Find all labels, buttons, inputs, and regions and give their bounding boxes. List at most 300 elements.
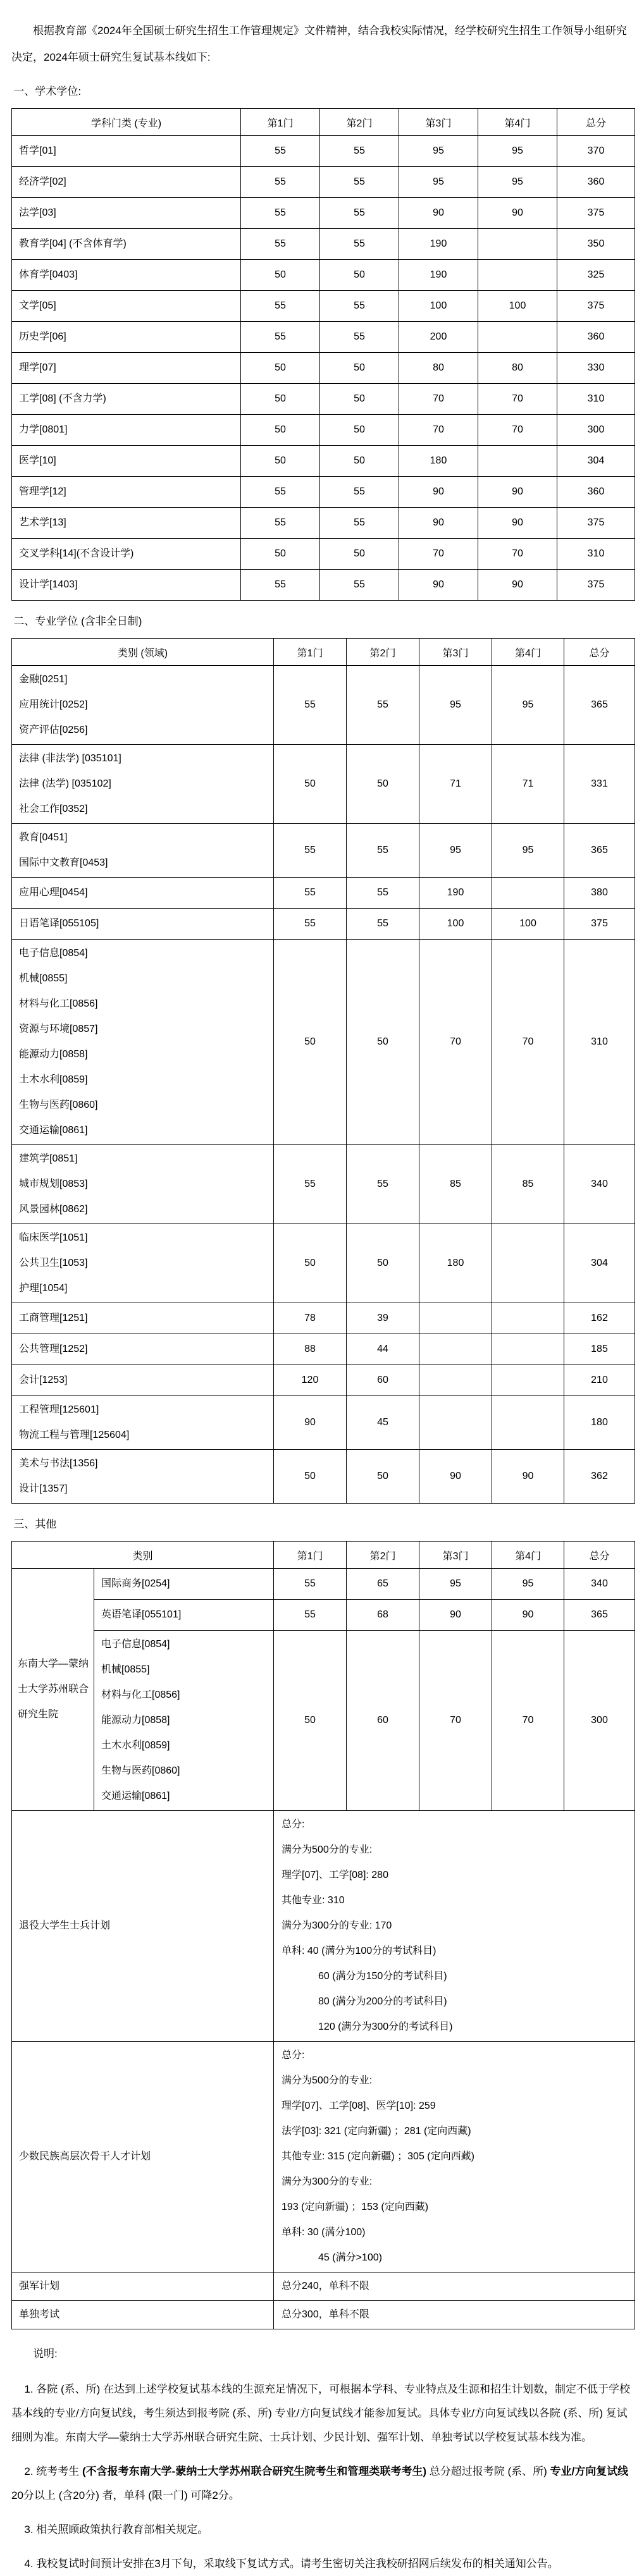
score-cell: 90 [478,198,557,229]
subject-line: 国际中文教育[0453] [19,857,108,868]
subject-line: 电子信息[0854] [101,1639,170,1650]
subject-line: 机械[0855] [101,1664,150,1675]
notes-list [11,2377,635,2576]
subject-line: 机械[0855] [19,973,68,984]
score-cell: 90 [419,1450,492,1504]
score-cell: 90 [399,198,478,229]
score-cell: 55 [320,167,399,198]
subject-line: 土木水利[0859] [101,1740,170,1751]
column-header: 第4门 [492,1542,564,1569]
score-cell: 55 [347,824,419,878]
subject-line: 护理[1054] [19,1283,68,1294]
subject-cell [12,570,241,601]
subject-line: 会计[1253] [19,1375,68,1385]
score-cell: 78 [274,1303,347,1334]
section-3-title: 三、其他 [13,1518,57,1530]
subject-line: 英语笔译[055101] [101,1609,182,1620]
detail-line: 满分为500分的专业: [282,1844,373,1855]
score-cell [419,1396,492,1450]
category-cell [12,824,274,878]
score-cell: 55 [320,136,399,167]
score-cell: 190 [419,878,492,909]
plan-detail-cell [274,2272,635,2301]
score-cell: 50 [320,260,399,291]
subject-cell [12,136,241,167]
score-cell: 95 [478,167,557,198]
column-header: 总分 [564,639,635,666]
score-cell: 70 [419,1631,492,1811]
score-cell [492,1334,564,1365]
column-header: 第4门 [492,639,564,666]
document-body [0,18,644,2576]
score-cell: 50 [241,353,320,384]
score-cell: 50 [241,446,320,477]
score-cell: 365 [564,1600,635,1631]
score-cell: 50 [241,384,320,415]
score-cell: 55 [274,824,347,878]
subject-line: 法律 (法学) [035102] [19,778,111,789]
table-row [12,909,635,940]
column-header: 第1门 [241,109,320,136]
subject-line: 土木水利[0859] [19,1074,88,1085]
detail-line: 总分240，单科不限 [282,2281,369,2291]
score-cell: 55 [241,167,320,198]
score-cell: 55 [347,909,419,940]
score-cell: 80 [478,353,557,384]
subject-line: 电子信息[0854] [19,948,88,959]
score-cell: 50 [274,745,347,824]
score-cell: 70 [478,415,557,446]
score-cell [492,1224,564,1303]
subject-line: 应用统计[0252] [19,699,88,710]
subject-line: 交通运输[0861] [101,1791,170,1801]
table-row [12,1811,635,2042]
table-row [12,1224,635,1303]
table-row [12,666,635,745]
plan-detail-cell [274,2042,635,2272]
table-row [12,229,635,260]
score-cell: 50 [274,1224,347,1303]
score-cell [419,1365,492,1396]
table-row [12,1600,635,1631]
academic-degree-table [11,108,635,601]
score-cell: 120 [274,1365,347,1396]
subject-line: 金融[0251] [19,674,68,685]
score-cell: 360 [557,477,635,508]
score-cell: 95 [419,1569,492,1600]
score-cell: 55 [274,1569,347,1600]
section-2-title: 二、专业学位 (含非全日制) [13,615,142,627]
subject-line: 理学[07] [19,362,56,373]
category-cell [12,1224,274,1303]
category-cell [94,1631,274,1811]
detail-line: 单科: 40 (满分为100分的考试科目) [282,1946,437,1956]
score-cell: 50 [320,353,399,384]
score-cell: 70 [492,1631,564,1811]
table-row [12,1396,635,1450]
score-cell: 180 [419,1224,492,1303]
score-cell: 304 [564,1224,635,1303]
column-header: 第2门 [347,1542,419,1569]
score-cell: 55 [320,229,399,260]
table-row [12,415,635,446]
score-cell: 70 [478,539,557,570]
score-cell: 55 [274,1600,347,1631]
score-cell [492,878,564,909]
score-cell: 90 [399,508,478,539]
plan-name-cell: 少数民族高层次骨干人才计划 [12,2042,274,2272]
score-cell: 55 [320,508,399,539]
score-cell: 375 [557,508,635,539]
professional-degree-table-header [12,639,635,666]
score-cell: 95 [492,824,564,878]
score-cell: 55 [320,477,399,508]
score-cell: 200 [399,322,478,353]
table-row [12,1145,635,1224]
subject-line: 临床医学[1051] [19,1232,88,1243]
subject-line: 法律 (非法学) [035101] [19,753,121,764]
score-cell [478,229,557,260]
score-cell: 300 [564,1631,635,1811]
detail-line: 60 (满分为150分的考试科目) [318,1971,447,1982]
other-category-table-header [12,1542,635,1569]
score-cell: 50 [241,415,320,446]
category-cell [12,1334,274,1365]
score-cell: 55 [274,666,347,745]
score-cell: 60 [347,1365,419,1396]
score-cell: 210 [564,1365,635,1396]
subject-line: 国际商务[0254] [101,1578,170,1589]
score-cell: 85 [419,1145,492,1224]
score-cell: 362 [564,1450,635,1504]
detail-line: 满分为300分的专业: [282,2176,373,2187]
detail-line: 80 (满分为200分的考试科目) [318,1996,447,2007]
score-cell: 50 [274,1450,347,1504]
score-cell: 95 [419,666,492,745]
other-category-table [11,1541,635,2329]
score-cell: 90 [492,1450,564,1504]
plan-name-cell: 单独考试 [12,2301,274,2329]
subject-line: 交通运输[0861] [19,1125,88,1136]
category-cell [12,745,274,824]
score-cell: 90 [399,477,478,508]
score-cell: 90 [478,508,557,539]
column-header: 学科门类 (专业) [12,109,241,136]
score-cell: 55 [241,136,320,167]
category-cell [12,878,274,909]
score-cell [478,322,557,353]
score-cell: 95 [492,666,564,745]
category-cell [94,1600,274,1631]
score-cell: 85 [492,1145,564,1224]
subject-line: 力学[0801] [19,424,68,435]
detail-line: 45 (满分>100) [318,2252,382,2263]
subject-line: 工学[08] (不含力学) [19,393,106,404]
score-cell: 304 [557,446,635,477]
note-bold-text: (不含报考东南大学-蒙纳士大学苏州联合研究生院考生和管理类联考考生) [82,2465,426,2477]
score-cell: 310 [564,940,635,1145]
note-item [11,2460,635,2508]
table-row [12,508,635,539]
academic-degree-table-header [12,109,635,136]
category-cell [12,909,274,940]
score-cell: 70 [419,940,492,1145]
score-cell: 55 [241,291,320,322]
detail-line: 总分: [282,2050,305,2061]
score-cell: 380 [564,878,635,909]
category-cell [12,666,274,745]
note-text: 总分超过报考院 (系、所) [426,2465,550,2477]
note-text: 1. 各院 (系、所) 在达到上述学校复试基本线的生源充足情况下，可根据本学科、专业特点及生源和招生计划数，制定不低于学校基本线的专业/方向复试线，考生须达到报考院 (系、所) 专业/方向复试线才能参加复试。具体专业/方向复试线以各院 (系、所) 复试细则为准。东南大学—蒙纳士大学苏州联合研究生院、士兵计划、少民计划、强军计划、单独考试以学校复试基本线为准。 [11,2383,631,2443]
score-cell: 80 [399,353,478,384]
score-cell: 50 [347,745,419,824]
score-cell: 100 [492,909,564,940]
subject-line: 建筑学[0851] [19,1153,78,1164]
score-cell: 375 [557,570,635,601]
table-row [12,291,635,322]
score-cell: 88 [274,1334,347,1365]
column-header: 第4门 [478,109,557,136]
subject-line: 历史学[06] [19,331,66,342]
score-cell: 180 [399,446,478,477]
score-cell: 340 [564,1569,635,1600]
score-cell: 55 [320,322,399,353]
note-item [11,2377,635,2450]
score-cell: 50 [274,1631,347,1811]
subject-line: 风景园林[0862] [19,1204,88,1215]
column-header: 第1门 [274,639,347,666]
table-row [12,2272,635,2301]
subject-line: 工程管理[125601] [19,1404,99,1415]
score-cell: 50 [347,1450,419,1504]
note-item [11,2518,635,2542]
score-cell: 55 [320,570,399,601]
column-header: 第3门 [419,639,492,666]
subject-line: 教育[0451] [19,832,68,843]
score-cell: 95 [492,1569,564,1600]
table-row [12,446,635,477]
score-cell [419,1303,492,1334]
category-cell [94,1569,274,1600]
score-cell: 300 [557,415,635,446]
detail-line: 总分: [282,1819,305,1830]
intro-paragraph: 根据教育部《2024年全国硕士研究生招生工作管理规定》文件精神，结合我校实际情况，经学校研究生招生工作领导小组研究决定，2024年硕士研究生复试基本线如下: [11,25,627,63]
subject-line: 设计学[1403] [19,579,78,590]
score-cell: 55 [274,878,347,909]
score-cell: 360 [557,322,635,353]
score-cell: 55 [241,229,320,260]
score-cell: 162 [564,1303,635,1334]
table-row [12,745,635,824]
score-cell: 365 [564,666,635,745]
plan-detail-cell [274,1811,635,2042]
subject-cell [12,229,241,260]
score-cell [492,1303,564,1334]
table-row [12,1450,635,1504]
column-header: 类别 [12,1542,274,1569]
score-cell: 350 [557,229,635,260]
score-cell: 90 [274,1396,347,1450]
table-row [12,539,635,570]
subject-cell [12,260,241,291]
subject-cell [12,508,241,539]
subject-line: 公共卫生[1053] [19,1258,88,1268]
score-cell: 55 [274,1145,347,1224]
subject-line: 生物与医药[0860] [19,1100,98,1110]
subject-line: 医学[10] [19,455,56,466]
column-header: 第2门 [320,109,399,136]
table-row [12,1569,635,1600]
subject-cell [12,415,241,446]
score-cell: 39 [347,1303,419,1334]
subject-line: 体育学[0403] [19,269,78,280]
table-row [12,260,635,291]
section-1-title: 一、学术学位: [13,85,82,97]
column-header: 类别 (领域) [12,639,274,666]
score-cell: 360 [557,167,635,198]
plan-name-cell: 退役大学生士兵计划 [12,1811,274,2042]
score-cell [419,1334,492,1365]
subject-line: 美术与书法[1356] [19,1458,98,1469]
score-cell: 95 [419,824,492,878]
score-cell: 55 [347,878,419,909]
score-cell: 70 [492,940,564,1145]
subject-cell [12,353,241,384]
score-cell: 50 [241,539,320,570]
subject-line: 应用心理[0454] [19,887,88,898]
detail-line: 193 (定向新疆) ；153 (定向西藏) [282,2202,429,2212]
category-cell [12,1303,274,1334]
subject-line: 生物与医药[0860] [101,1765,180,1776]
category-cell [12,1450,274,1504]
category-cell [12,1365,274,1396]
table-row [12,384,635,415]
score-cell: 50 [241,260,320,291]
detail-line: 其他专业: 310 [282,1895,345,1906]
table-row [12,570,635,601]
score-cell: 71 [419,745,492,824]
table-row [12,353,635,384]
score-cell: 50 [274,940,347,1145]
detail-line: 理学[07]、工学[08]、医学[10]: 259 [282,2101,436,2111]
score-cell [478,260,557,291]
score-cell: 55 [320,198,399,229]
subject-line: 工商管理[1251] [19,1313,88,1323]
score-cell: 310 [557,539,635,570]
group-name-cell: 东南大学—蒙纳士大学苏州联合研究生院 [12,1569,94,1811]
detail-line: 120 (满分为300分的考试科目) [318,2021,453,2032]
score-cell: 185 [564,1334,635,1365]
column-header: 第2门 [347,639,419,666]
score-cell [492,1365,564,1396]
score-cell: 70 [478,384,557,415]
score-cell [478,446,557,477]
column-header: 总分 [557,109,635,136]
subject-line: 管理学[12] [19,486,66,497]
page [0,18,644,2570]
subject-line: 物流工程与管理[125604] [19,1430,130,1440]
score-cell: 55 [241,322,320,353]
note-bold-text: 专业/方向复试线 [550,2465,629,2477]
score-cell: 325 [557,260,635,291]
subject-cell [12,198,241,229]
subject-line: 交叉学科[14](不含设计学) [19,548,134,559]
detail-line: 总分300，单科不限 [282,2309,369,2320]
score-cell: 55 [320,291,399,322]
notes-label: 说明: [33,2348,58,2360]
score-cell: 70 [399,384,478,415]
score-cell: 310 [557,384,635,415]
note-text: 2. 统考考生 [24,2465,83,2477]
subject-line: 资产评估[0256] [19,725,88,735]
score-cell: 190 [399,229,478,260]
score-cell: 95 [399,167,478,198]
category-cell [12,940,274,1145]
score-cell: 95 [399,136,478,167]
score-cell: 100 [399,291,478,322]
subject-cell [12,384,241,415]
score-cell: 50 [320,446,399,477]
score-cell: 340 [564,1145,635,1224]
score-cell: 70 [399,539,478,570]
detail-line: 满分为300分的专业: 170 [282,1920,392,1931]
subject-line: 材料与化工[0856] [19,998,98,1009]
score-cell: 44 [347,1334,419,1365]
score-cell: 55 [241,198,320,229]
subject-cell [12,477,241,508]
table-row [12,2301,635,2329]
subject-line: 能源动力[0858] [101,1715,170,1726]
score-cell: 330 [557,353,635,384]
note-text: 4. 我校复试时间预计安排在3月下旬，采取线下复试方式。请考生密切关注我校研招网后续发布的相关通知公告。 [24,2558,559,2570]
subject-line: 设计[1357] [19,1483,68,1494]
subject-cell [12,167,241,198]
score-cell: 50 [320,384,399,415]
score-cell: 45 [347,1396,419,1450]
subject-line: 城市规划[0853] [19,1179,88,1189]
table-row [12,1334,635,1365]
category-cell [12,1145,274,1224]
score-cell: 95 [478,136,557,167]
score-cell: 55 [241,508,320,539]
score-cell: 68 [347,1600,419,1631]
table-row [12,2042,635,2272]
note-text: 20分以上 (含20分) 者，单科 (限一门) 可降2分。 [11,2489,240,2501]
subject-cell [12,539,241,570]
score-cell: 55 [241,477,320,508]
column-header: 总分 [564,1542,635,1569]
score-cell: 65 [347,1569,419,1600]
subject-cell [12,322,241,353]
score-cell: 180 [564,1396,635,1450]
score-cell: 71 [492,745,564,824]
detail-line: 理学[07]、工学[08]: 280 [282,1870,388,1880]
detail-line: 法学[03]: 321 (定向新疆) ；281 (定向西藏) [282,2126,471,2137]
subject-line: 哲学[01] [19,145,56,156]
score-cell: 55 [347,1145,419,1224]
detail-line: 其他专业: 315 (定向新疆) ；305 (定向西藏) [282,2151,474,2162]
table-row [12,878,635,909]
detail-line: 单科: 30 (满分100) [282,2227,366,2238]
note-item [11,2552,635,2576]
score-cell: 375 [557,291,635,322]
score-cell: 55 [241,570,320,601]
score-cell: 90 [478,477,557,508]
score-cell: 70 [399,415,478,446]
score-cell: 100 [478,291,557,322]
subject-line: 经济学[02] [19,176,66,187]
score-cell: 331 [564,745,635,824]
